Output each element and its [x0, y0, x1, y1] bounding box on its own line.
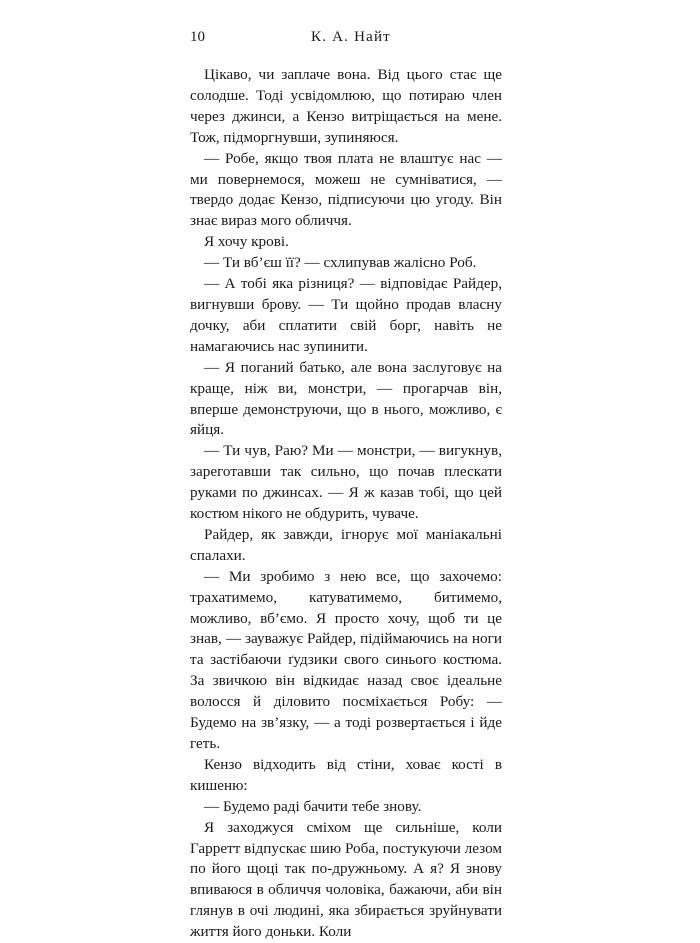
body-text	[190, 65, 502, 943]
page-number: 10	[190, 29, 205, 45]
paragraph: Я хочу крові.	[204, 233, 289, 251]
running-head	[190, 27, 512, 47]
paragraph: — Ти вб’єш її? — схлипував жалісно Роб.	[204, 254, 477, 272]
paragraph: — Робе, якщо твоя плата не влаштує нас — ми повернемося, можеш не сумніватися, — твердо додає Кензо, підписуючи цю угоду. Він знає вираз мого обличчя.	[190, 149, 502, 230]
paragraph: — Я поганий батько, але вона заслуговує на краще, ніж ви, монстри, — прогарчав він, вперше демонструючи, що в нього, можливо, є яйця.	[190, 358, 502, 439]
paragraph: Я заходжуся сміхом ще сильніше, коли Гарретт відпускає шию Роба, постукуючи лезом по його щоці так по-дружньому. А я? Я знову впиваюся в обличчя чоловіка, бажаючи, аби він глянув в очі людині, яка збирається зруйнувати життя його доньки. Коли	[190, 818, 502, 941]
author-name: К. А. Найт	[311, 29, 391, 45]
paragraph: — Ти чув, Раю? Ми — монстри, — вигукнув, зареготавши так сильно, що почав плескати руками по джинсах. — Я ж казав тобі, що цей костюм нікого не обдурить, чуваче.	[190, 442, 502, 523]
paragraph: Кензо відходить від стіни, ховає кості в кишеню:	[190, 755, 502, 794]
paragraph: Цікаво, чи заплаче вона. Від цього стає ще солодше. Тоді усвідомлюю, що потираю член через джинси, а Кензо витріщається на мене. Тож, підморгнувши, зупиняюся.	[190, 66, 502, 146]
paragraph: — Будемо раді бачити тебе знову.	[204, 797, 422, 815]
paragraph: — А тобі яка різниця? — відповідає Райдер, вигнувши брову. — Ти щойно продав власну дочку, аби сплатити свій борг, навіть не намагаючись нас зупинити.	[190, 275, 502, 355]
paragraph: Райдер, як завжди, ігнорує мої маніакальні спалахи.	[190, 525, 502, 564]
paragraph: — Ми зробимо з нею все, що захочемо: трахатимемо, катуватимемо, битимемо, можливо, вб’ємо. Я просто хочу, щоб ти це знав, — зауважує Райдер, підіймаючись на ноги та застібаючи ґудзики свого синього костюма. За звичкою він відкидає назад своє ідеальне волосся й діловито посміхається Робу: — Будемо на зв’язку, — а тоді розвертається і йде геть.	[190, 567, 502, 752]
